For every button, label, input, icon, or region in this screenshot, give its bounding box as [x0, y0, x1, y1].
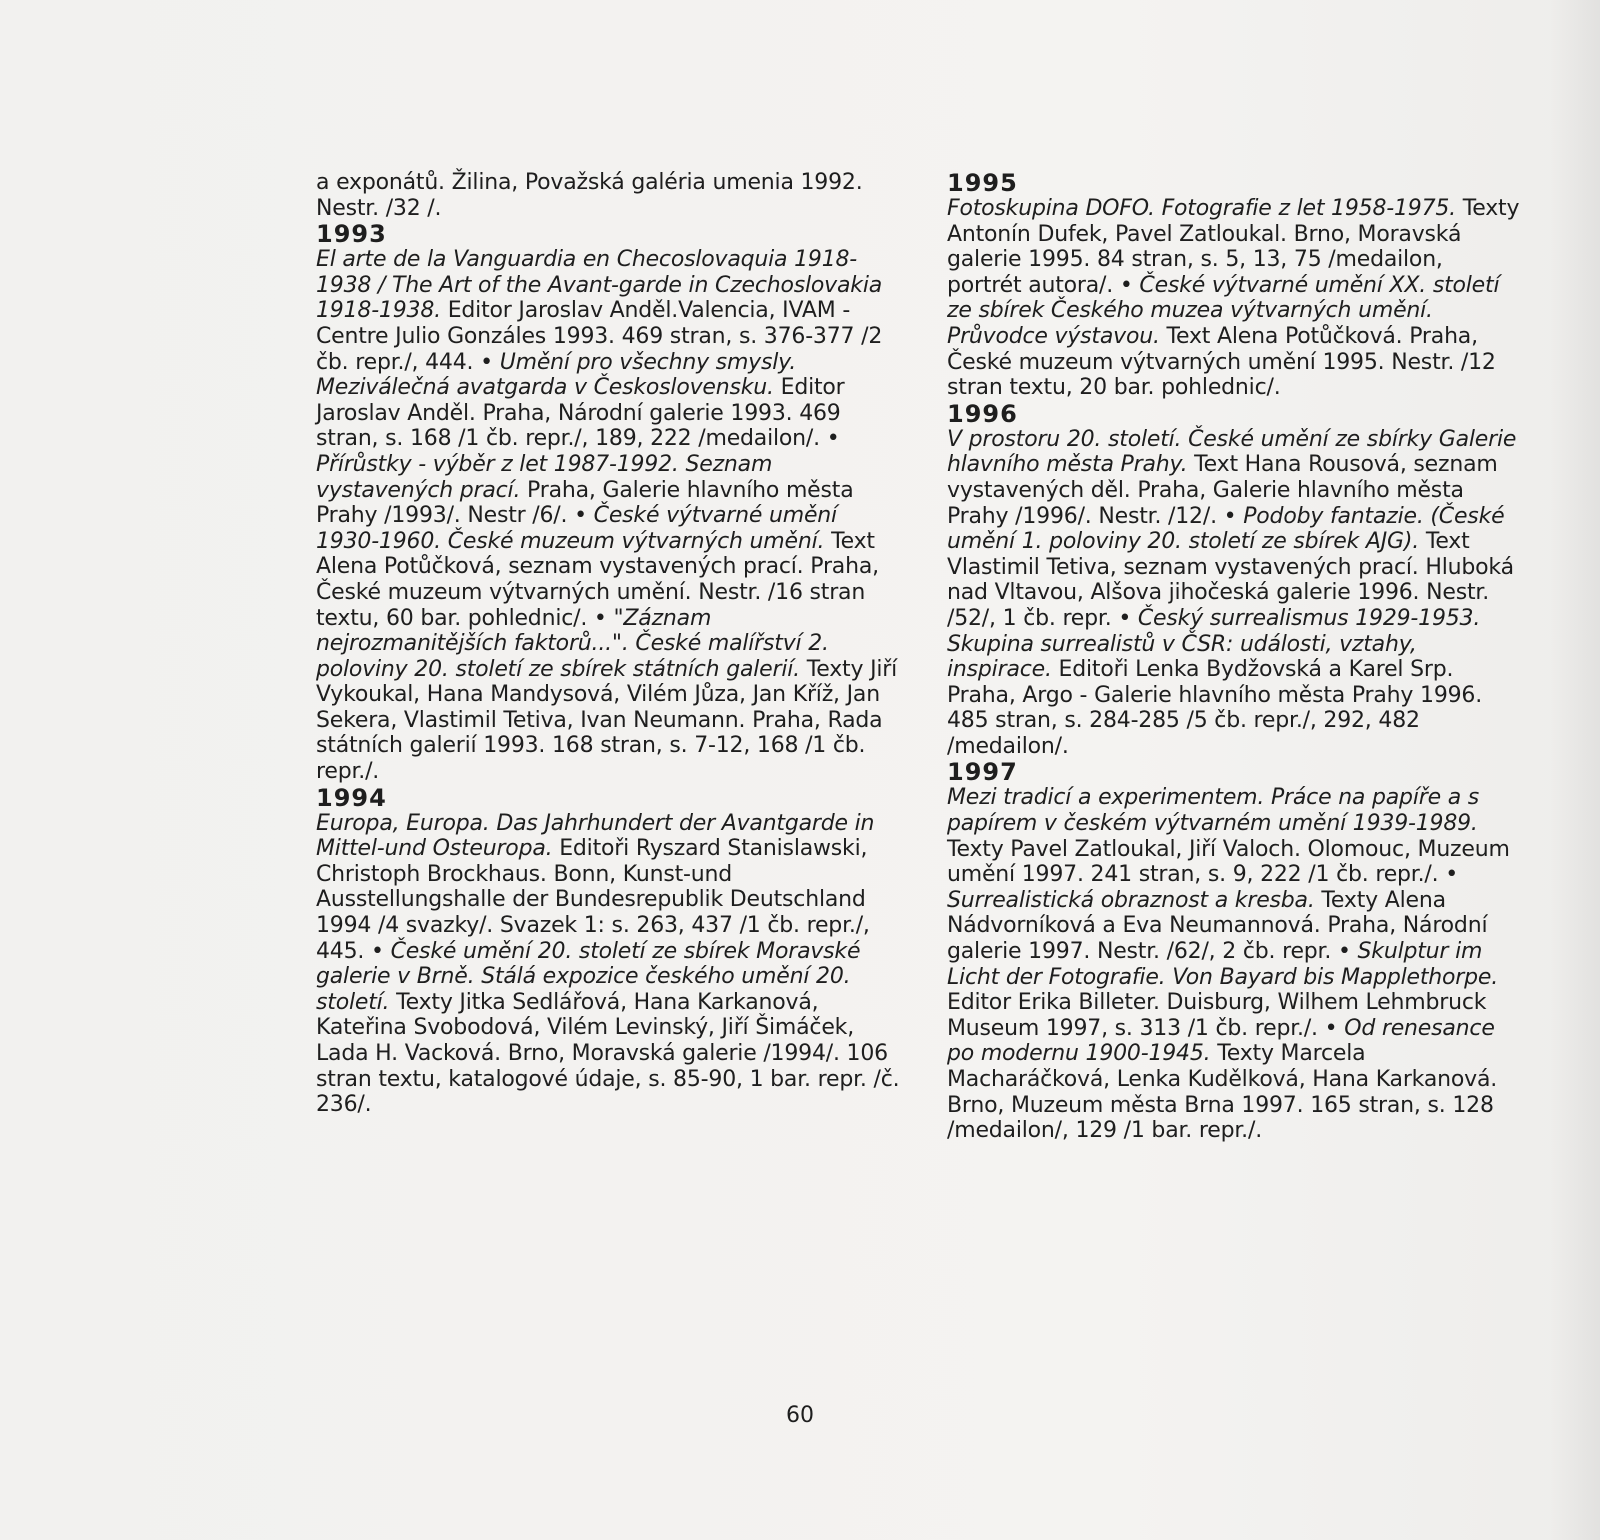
page-number: 60 — [786, 1403, 814, 1428]
bibliography-entry-1993 — [316, 247, 901, 784]
entry-details: Editor Jaroslav Anděl.Valencia, IVAM - Centre Julio Gonzáles 1993. 469 stran, s. 376-377 /2 čb. repr./, 444. • — [316, 298, 883, 375]
entry-title: "Záznam nejrozmanitějších faktorů...". České malířství 2. poloviny 20. století ze sbírek státních galerií. — [316, 605, 829, 682]
entry-details: Praha, Galerie hlavního města Prahy /1993/. Nestr /6/. • — [316, 477, 854, 529]
entry-details: Texty Marcela Macharáčková, Lenka Kudělková, Hana Karkanová. Brno, Muzeum města Brna 1997. 165 stran, s. 128 /medailon/, 129 /1 bar. repr./. — [947, 1041, 1498, 1144]
bibliography-entry-1996 — [947, 427, 1522, 760]
bibliography-entry-1994 — [316, 811, 901, 1118]
entry-title: České umění 20. století ze sbírek Moravské galerie v Brně. Stálá expozice českého umění 20. století. — [316, 938, 861, 1015]
entry-details: Texty Jiří Vykoukal, Hana Mandysová, Vilém Jůza, Jan Kříž, Jan Sekera, Vlastimil Tetiva, Ivan Neumann. Praha, Rada státních galerií 1993. 168 stran, s. 7-12, 168 /1 čb. repr./. — [316, 656, 898, 785]
entry-title: Podoby fantazie. (České umění 1. poloviny 20. století ze sbírek AJG). — [947, 503, 1505, 555]
year-heading-1994: 1994 — [316, 783, 387, 812]
bibliography-entry-1995 — [947, 196, 1522, 401]
entry-details: Texty Antonín Dufek, Pavel Zatloukal. Brno, Moravská galerie 1995. 84 stran, s. 5, 13, 75 /medailon, portrét autora/. • — [947, 196, 1520, 298]
entry-details: Texty Jitka Sedlářová, Hana Karkanová, Kateřina Svobodová, Vilém Levinský, Jiří Šimáček, Lada H. Vacková. Brno, Moravská galerie /1994/. 106 stran textu, katalogové údaje, s. 85-90, 1 bar. repr. /č. 236/. — [316, 989, 900, 1118]
right-column — [947, 170, 1522, 1144]
entry-title: V prostoru 20. století. České umění ze sbírky Galerie hlavního města Prahy. — [947, 426, 1517, 478]
year-heading-1995: 1995 — [947, 169, 1018, 197]
year-heading-1997: 1997 — [947, 758, 1018, 787]
entry-title: El arte de la Vanguardia en Checoslovaquia 1918-1938 / The Art of the Avant-garde in Czechoslovakia 1918-1938. — [316, 247, 883, 324]
left-column — [316, 170, 901, 1118]
entry-details: Text Alena Potůčková. Praha, České muzeum výtvarných umění 1995. Nestr. /12 stran textu, 20 bar. pohlednic/. — [947, 323, 1496, 401]
entry-title: Europa, Europa. Das Jahrhundert der Avantgarde in Mittel-und Osteuropa. — [316, 810, 875, 862]
bibliography-entry-1997 — [947, 785, 1522, 1143]
entry-details: Text Hana Rousová, seznam vystavených děl. Praha, Galerie hlavního města Prahy /1996/. Nestr. /12/. • — [947, 452, 1498, 529]
entry-details: Editor Erika Billeter. Duisburg, Wilhem Lehmbruck Museum 1997, s. 313 /1 čb. repr./. • — [947, 990, 1487, 1041]
year-heading-1993: 1993 — [316, 220, 387, 249]
entry-title: Mezi tradicí a experimentem. Práce na papíře a s papírem v českém výtvarném umění 1939-1989. — [947, 785, 1480, 837]
bibliography-entry — [316, 170, 901, 221]
entry-title: Surrealistická obraznost a kresba. — [947, 887, 1315, 913]
entry-details: Editoři Ryszard Stanislawski, Christoph Brockhaus. Bonn, Kunst-und Ausstellungshalle der Bundesrepublik Deutschland 1994 /4 svazky/. Svazek 1: s. 263, 437 /1 čb. repr./, 445. • — [316, 836, 870, 964]
entry-title: Od renesance po modernu 1900-1945. — [947, 1015, 1495, 1067]
year-heading-1996: 1996 — [947, 399, 1018, 428]
entry-title: Skulptur im Licht der Fotografie. Von Bayard bis Mapplethorpe. — [947, 939, 1499, 990]
entry-text: a exponátů. Žilina, Považská galéria umenia 1992. Nestr. /32 /. — [316, 170, 863, 221]
entry-title: České výtvarné umění 1930-1960. České muzeum výtvarných umění. — [316, 503, 837, 554]
entry-details: Editor Jaroslav Anděl. Praha, Národní galerie 1993. 469 stran, s. 168 /1 čb. repr./, 189, 222 /medailon/. • — [316, 375, 845, 452]
entry-details: Texty Pavel Zatloukal, Jiří Valoch. Olomouc, Muzeum umění 1997. 241 stran, s. 9, 222 /1 čb. repr./. • — [947, 836, 1510, 888]
entry-title: České výtvarné umění XX. století ze sbírek Českého muzea výtvarných umění. Průvodce výstavou. — [947, 272, 1500, 349]
entry-title: Přírůstky - výběr z let 1987-1992. Seznam vystavených prací. — [316, 451, 773, 503]
entry-details: Text Vlastimil Tetiva, seznam vystavených prací. Hluboká nad Vltavou, Alšova jihočeská galerie 1996. Nestr. /52/, 1 čb. repr. • — [947, 529, 1514, 631]
page-edge-shadow — [1550, 0, 1600, 1540]
entry-title: Fotoskupina DOFO. Fotografie z let 1958-1975. — [947, 196, 1456, 221]
entry-details: Texty Alena Nádvorníková a Eva Neumannová. Praha, Národní galerie 1997. Nestr. /62/, 2 čb. repr. • — [947, 887, 1488, 965]
entry-details: Editoři Lenka Bydžovská a Karel Srp. Praha, Argo - Galerie hlavního města Prahy 1996. 485 stran, s. 284-285 /5 čb. repr./, 292, 482 /medailon/. — [947, 657, 1483, 759]
entry-title: Český surrealismus 1929-1953. Skupina surrealistů v ČSR: události, vztahy, inspirace. — [947, 605, 1481, 683]
entry-title: Umění pro všechny smysly. Meziválečná avatgarda v Československu. — [316, 349, 797, 401]
entry-details: Text Alena Potůčková, seznam vystavených prací. Praha, České muzeum výtvarných umění. Nestr. /16 stran textu, 60 bar. pohlednic/. • — [316, 528, 879, 631]
